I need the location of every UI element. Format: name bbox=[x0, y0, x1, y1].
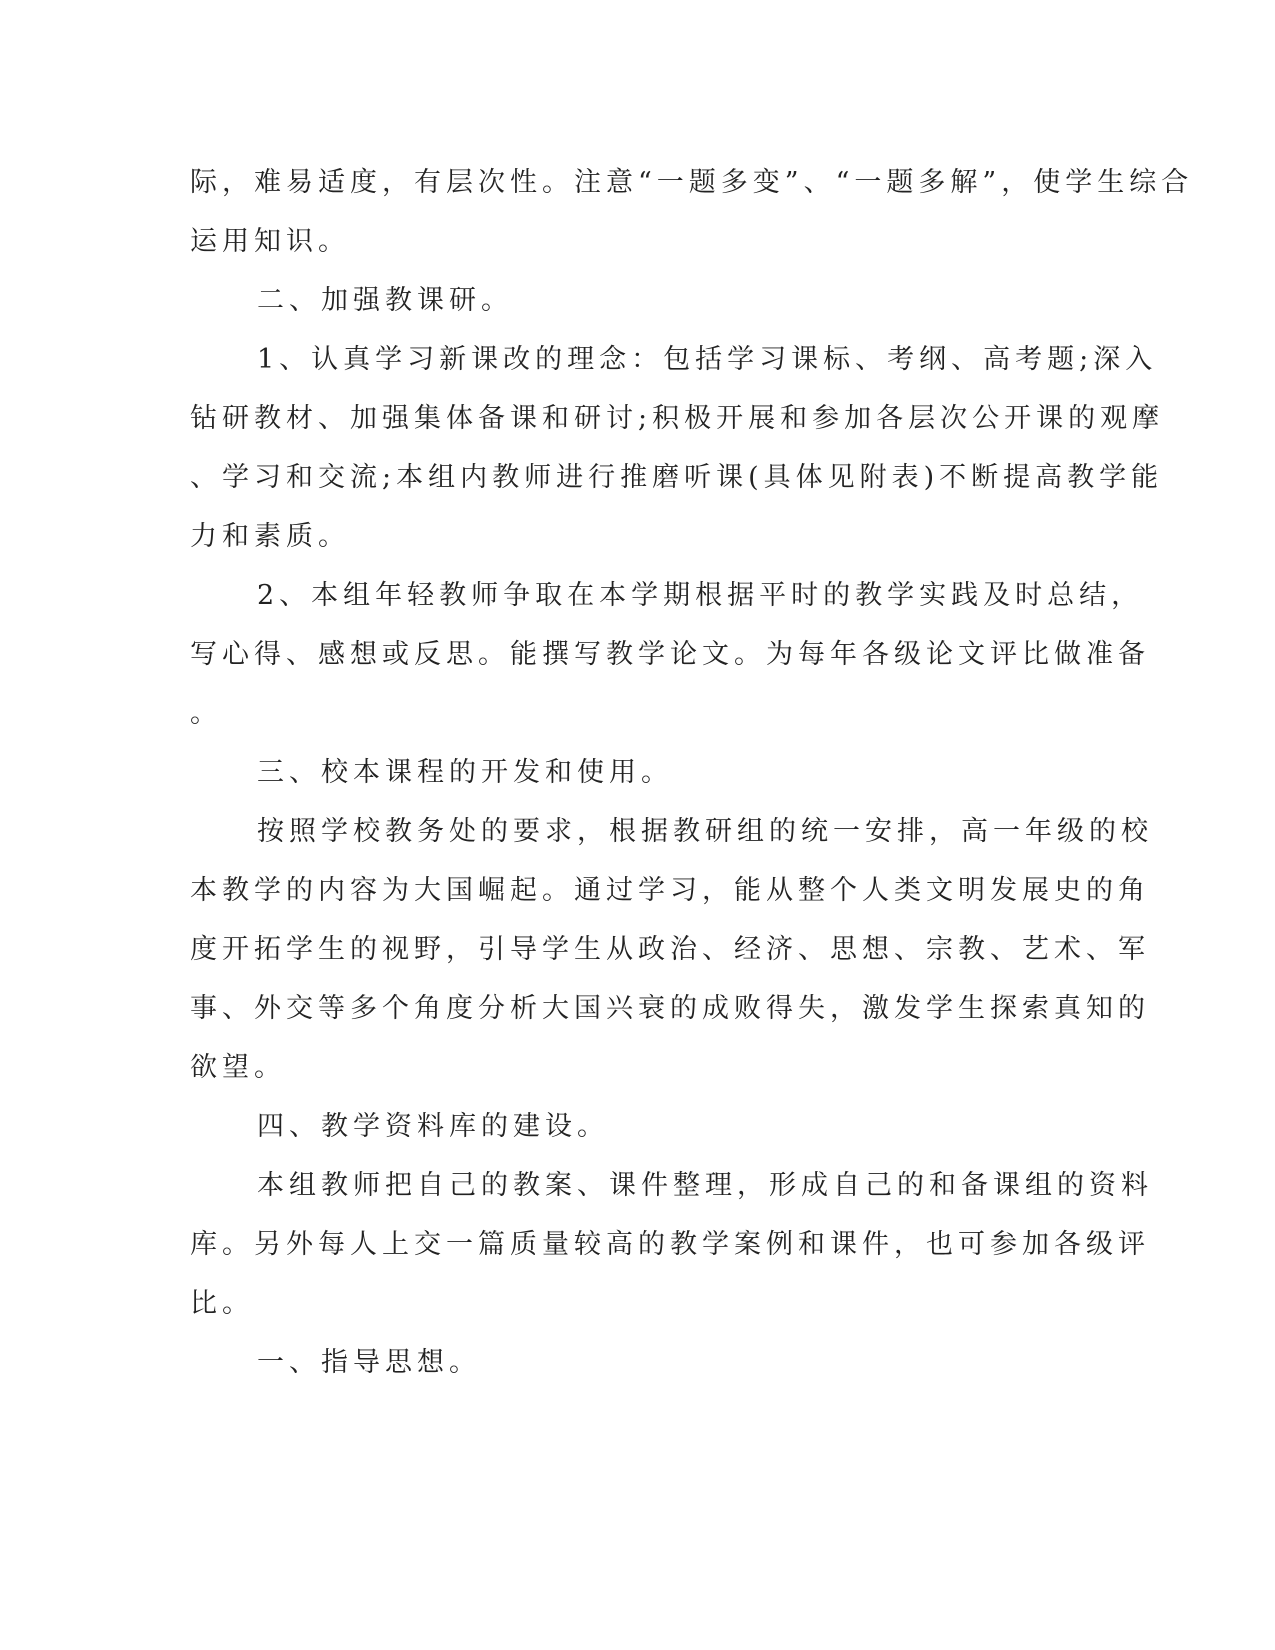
section-heading: 四、教学资料库的建设。 bbox=[257, 1111, 609, 1142]
section-heading: 一、指导思想。 bbox=[257, 1347, 481, 1378]
text-line: 写心得、感想或反思。能撰写教学论文。为每年各级论文评比做准备 bbox=[190, 639, 1150, 670]
text-line: 际，难易适度，有层次性。注意“一题多变”、“一题多解”，使学生综合 bbox=[190, 167, 1194, 198]
text-line: 库。另外每人上交一篇质量较高的教学案例和课件，也可参加各级评 bbox=[190, 1229, 1150, 1260]
text-line: 1、认真学习新课改的理念：包括学习课标、考纲、高考题;深入 bbox=[257, 344, 1158, 375]
text-line: 按照学校教务处的要求，根据教研组的统一安排，高一年级的校 bbox=[257, 816, 1153, 847]
section-heading: 二、加强教课研。 bbox=[257, 285, 513, 316]
text-line: 、学习和交流;本组内教师进行推磨听课(具体见附表)不断提高教学能 bbox=[190, 462, 1164, 493]
text-line: 本教学的内容为大国崛起。通过学习，能从整个人类文明发展史的角 bbox=[190, 875, 1150, 906]
text-line: 2、本组年轻教师争取在本学期根据平时的教学实践及时总结， bbox=[257, 580, 1144, 611]
text-line: 事、外交等多个角度分析大国兴衰的成败得失，激发学生探索真知的 bbox=[190, 993, 1150, 1024]
text-line: 比。 bbox=[190, 1288, 254, 1319]
text-line: 力和素质。 bbox=[190, 521, 350, 552]
section-heading: 三、校本课程的开发和使用。 bbox=[257, 757, 673, 788]
text-line: 。 bbox=[190, 698, 222, 729]
text-line: 本组教师把自己的教案、课件整理，形成自己的和备课组的资料 bbox=[257, 1170, 1153, 1201]
text-line: 度开拓学生的视野，引导学生从政治、经济、思想、宗教、艺术、军 bbox=[190, 934, 1150, 965]
text-line: 运用知识。 bbox=[190, 226, 350, 257]
text-line: 钻研教材、加强集体备课和研讨;积极开展和参加各层次公开课的观摩 bbox=[190, 403, 1165, 434]
text-line: 欲望。 bbox=[190, 1052, 286, 1083]
